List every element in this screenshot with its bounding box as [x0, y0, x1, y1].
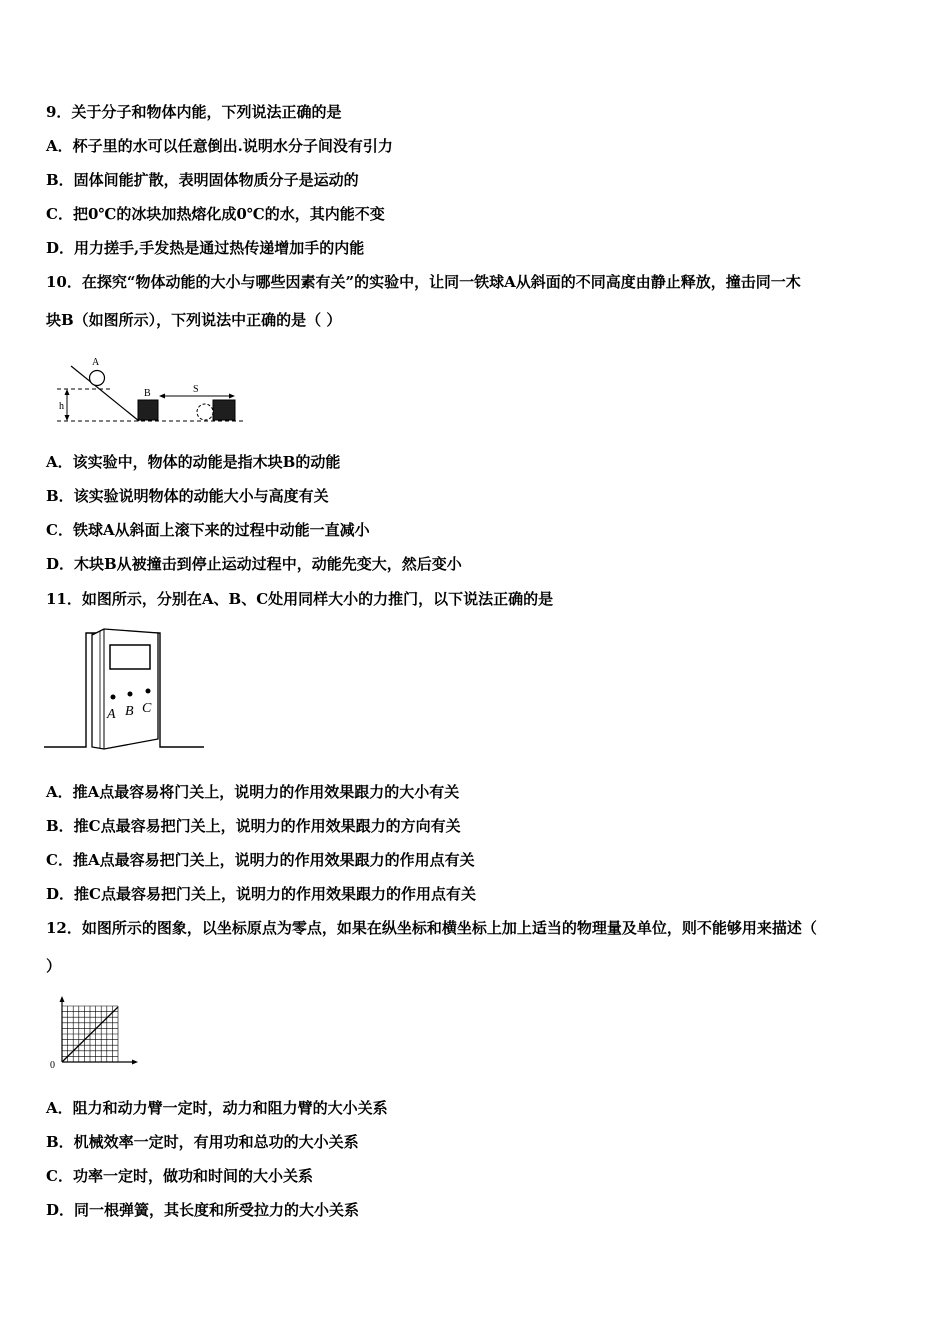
- q12-option-d: D．同一根弹簧，其长度和所受拉力的大小关系: [46, 1201, 360, 1219]
- point-c: [146, 689, 151, 694]
- q12-stem-line2: ）: [46, 957, 62, 975]
- block-b: [138, 400, 158, 420]
- distance-s-label: S: [193, 384, 199, 395]
- q10-option-c: C．铁球A从斜面上滚下来的过程中动能一直减小: [46, 521, 370, 539]
- q10-option-d: D．木块B从被撞击到停止运动过程中，动能先变大，然后变小: [46, 555, 462, 573]
- door-window: [110, 645, 150, 669]
- origin-label: 0: [50, 1060, 55, 1071]
- q12-option-c: C．功率一定时，做功和时间的大小关系: [46, 1167, 313, 1185]
- q11-option-c: C．推A点最容易把门关上，说明力的作用效果跟力的作用点有关: [46, 851, 475, 869]
- block-b-label: B: [144, 388, 151, 399]
- q10-stem-line2: 块B（如图所示），下列说法中正确的是（ ）: [46, 311, 342, 329]
- point-c-label: C: [142, 701, 152, 716]
- q11-door-figure: [44, 625, 206, 753]
- q12-option-a: A．阻力和动力臂一定时，动力和阻力臂的大小关系: [46, 1099, 388, 1117]
- ball-final-dashed: [197, 404, 213, 420]
- q9-option-b: B．固体间能扩散，表明固体物质分子是运动的: [46, 171, 359, 189]
- q10-stem-line1: 10．在探究“物体动能的大小与哪些因素有关”的实验中，让同一铁球A从斜面的不同高度由静止释放，撞击同一木: [46, 273, 801, 291]
- q10-option-a: A．该实验中，物体的动能是指木块B的动能: [46, 453, 341, 471]
- q9-stem: 9．关于分子和物体内能，下列说法正确的是: [46, 103, 342, 121]
- q12-option-b: B．机械效率一定时，有用功和总功的大小关系: [46, 1133, 359, 1151]
- q11-stem: 11．如图所示，分别在A、B、C处用同样大小的力推门，以下说法正确的是: [46, 590, 554, 608]
- q10-option-b: B．该实验说明物体的动能大小与高度有关: [46, 487, 329, 505]
- q12-graph-figure: [46, 994, 142, 1072]
- q11-option-a: A．推A点最容易将门关上，说明力的作用效果跟力的大小有关: [46, 783, 460, 801]
- q9-option-d: D．用力搓手,手发热是通过热传递增加手的内能: [46, 239, 365, 257]
- q10-incline-figure: [55, 354, 255, 426]
- q12-stem-line1: 12．如图所示的图象，以坐标原点为零点，如果在纵坐标和横坐标上加上适当的物理量及单位，则不能够用来描述（: [46, 919, 817, 937]
- q9-option-a: A．杯子里的水可以任意倒出.说明水分子间没有引力: [46, 137, 393, 155]
- q11-option-d: D．推C点最容易把门关上，说明力的作用效果跟力的作用点有关: [46, 885, 476, 903]
- point-a: [111, 695, 116, 700]
- point-b-label: B: [125, 704, 134, 719]
- point-b: [128, 692, 133, 697]
- q11-option-b: B．推C点最容易把门关上，说明力的作用效果跟力的方向有关: [46, 817, 461, 835]
- q9-option-c: C．把0℃的冰块加热熔化成0℃的水，其内能不变: [46, 205, 385, 223]
- block-b-final: [213, 400, 235, 420]
- point-a-label: A: [107, 707, 116, 722]
- h-label: h: [59, 401, 64, 412]
- ball-a: [90, 371, 105, 386]
- ball-a-label: A: [92, 357, 100, 368]
